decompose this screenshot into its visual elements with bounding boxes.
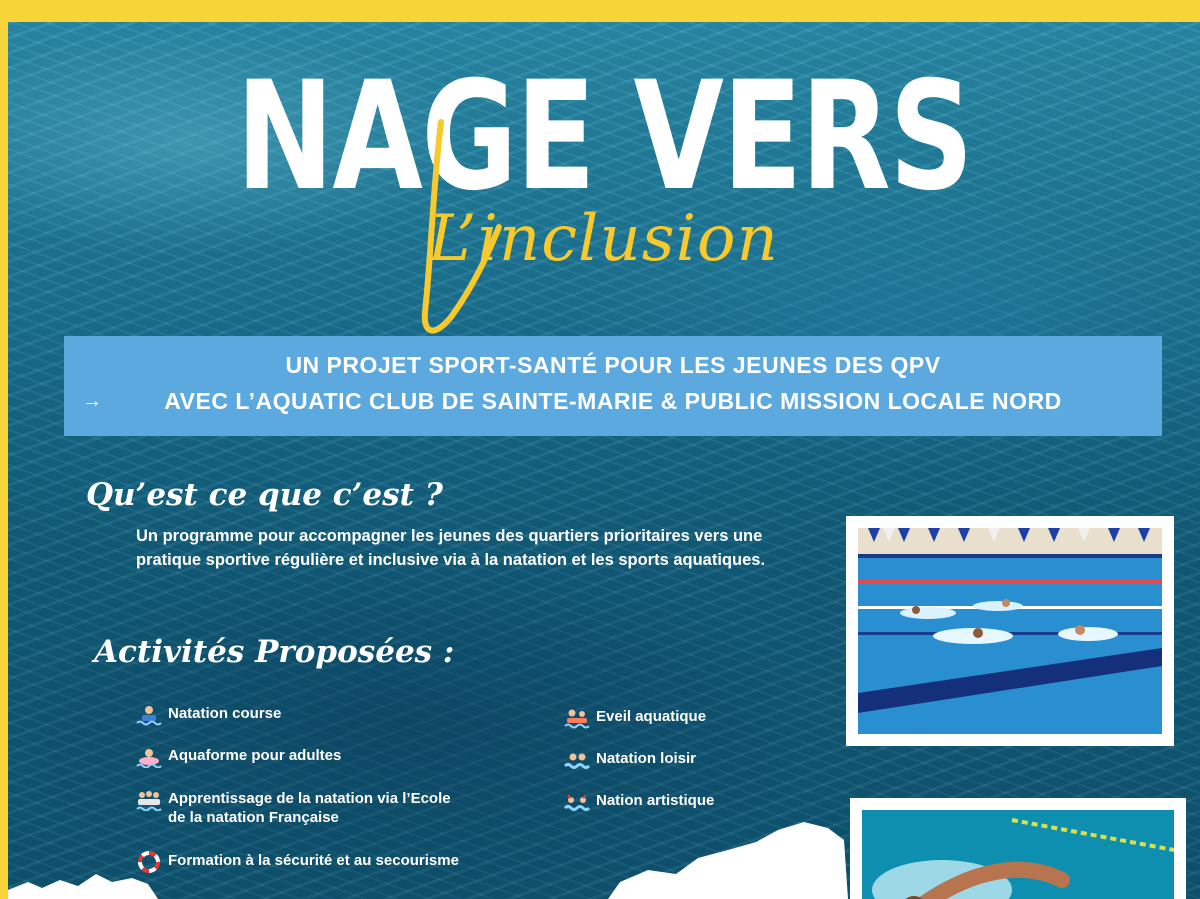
activity-label: Aquaforme pour adultes	[168, 747, 342, 764]
activity-label: Nation artistique	[596, 792, 715, 809]
banner-line-1: UN PROJET SPORT-SANTÉ POUR LES JEUNES DES QPV	[285, 352, 941, 378]
section-heading-activities: Activités Proposées :	[94, 634, 455, 670]
poster-title: NAGE VERS	[236, 50, 972, 224]
section-heading-what: Qu’est ce que c’est ?	[86, 477, 443, 513]
activity-label: Natation loisir	[596, 750, 697, 767]
activity-label: Natation course	[168, 705, 282, 722]
section-intro-text: Un programme pour accompagner les jeunes des quartiers prioritaires vers une pratique sportive régulière et inclusive via à la natation et les sports aquatiques.	[136, 527, 766, 569]
activity-label: Apprentissage de la natation via l’Ecole de la natation Française	[168, 790, 451, 826]
activity-label: Eveil aquatique	[596, 708, 707, 725]
banner-line-2: AVEC L’AQUATIC CLUB DE SAINTE-MARIE & PUBLIC MISSION LOCALE NORD	[164, 388, 1062, 414]
arrow-icon: →	[82, 390, 103, 412]
poster-subtitle-script: L’inclusion	[428, 202, 779, 276]
torn-paper-edge	[8, 22, 1200, 899]
activity-label: Formation à la sécurité et au secourisme	[168, 852, 459, 869]
poster	[8, 22, 1200, 899]
